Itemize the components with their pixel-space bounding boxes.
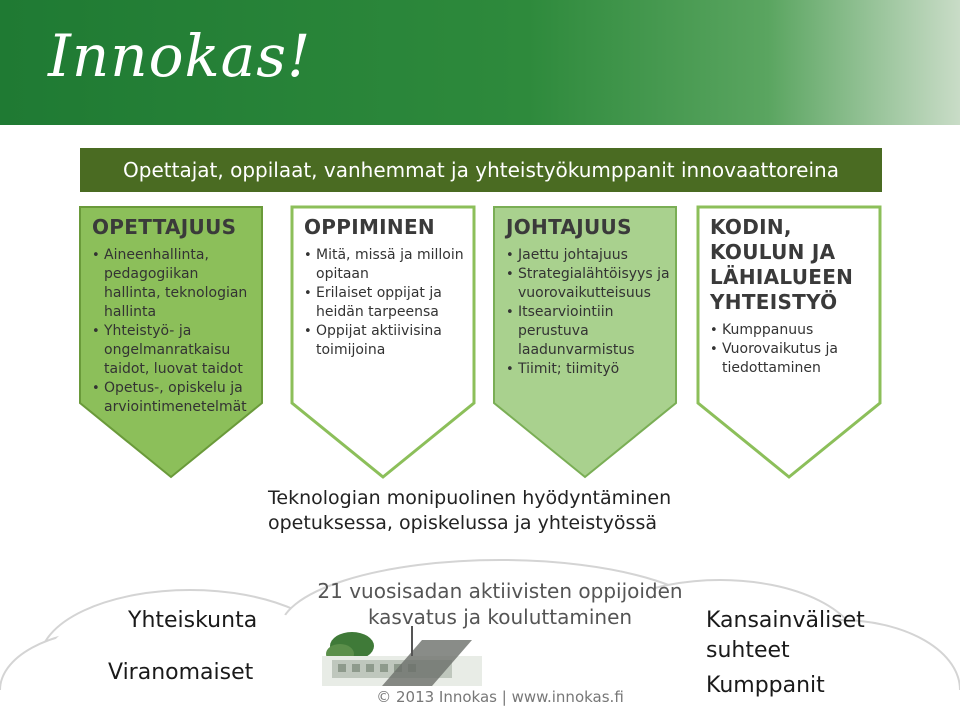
pillar-opettajuus xyxy=(78,205,264,480)
pillar-title: OPPIMINEN xyxy=(304,215,435,239)
list-item: • Tiimit; tiimityö xyxy=(506,360,672,379)
pillar-oppiminen xyxy=(290,205,476,480)
cloud-center-text: 21 vuosisadan aktiivisten oppijoiden kasvatus ja kouluttaminen xyxy=(317,579,683,629)
technology-text: Teknologian monipuolinen hyödyntäminen opetuksessa, opiskelussa ja yhteistyössä xyxy=(268,487,672,534)
list-item: • Yhteistyö- ja ongelmanratkaisu taidot, luovat taidot xyxy=(92,322,258,379)
list-item: • Oppijat aktiivisina toimijoina xyxy=(304,322,470,360)
pillar-title: KODIN, KOULUN JA LÄHIALUEEN YHTEISTYÖ xyxy=(710,215,854,314)
cloud-label-kumppanit: Kumppanit xyxy=(706,673,825,698)
pillar-yhteistyo xyxy=(696,205,882,480)
list-item: • Vuorovaikutus ja tiedottaminen xyxy=(710,340,876,378)
list-item: • Itsearviointiin perustuva laadunvarmistus xyxy=(506,303,672,360)
banner-title: Opettajat, oppilaat, vanhemmat ja yhteistyökumppanit innovaattoreina xyxy=(80,148,882,192)
copyright-text: © 2013 Innokas | www.innokas.fi xyxy=(376,688,624,706)
list-item: • Jaettu johtajuus xyxy=(506,246,672,265)
list-item: • Kumppanuus xyxy=(710,321,876,340)
list-item: • Opetus-, opiskelu ja arviointimenetelmät xyxy=(92,379,258,417)
list-item: • Mitä, missä ja milloin opitaan xyxy=(304,246,470,284)
cloud-label-viranomaiset: Viranomaiset xyxy=(108,660,254,685)
list-item: • Aineenhallinta, pedagogiikan hallinta, teknologian hallinta xyxy=(92,246,258,322)
pillar-title: JOHTAJUUS xyxy=(506,215,632,239)
cloud-label-yhteiskunta: Yhteiskunta xyxy=(128,608,258,633)
header-bar xyxy=(0,0,960,125)
list-item: • Strategialähtöisyys ja vuorovaikutteisuus xyxy=(506,265,672,303)
school-building-illustration xyxy=(322,626,482,686)
pillar-title: OPETTAJUUS xyxy=(92,215,237,239)
innokas-logo: Innokas! xyxy=(48,22,312,90)
cloud-label-kansainvaliset: Kansainväliset suhteet xyxy=(706,608,865,663)
list-item: • Erilaiset oppijat ja heidän tarpeensa xyxy=(304,284,470,322)
pillar-johtajuus xyxy=(492,205,678,480)
